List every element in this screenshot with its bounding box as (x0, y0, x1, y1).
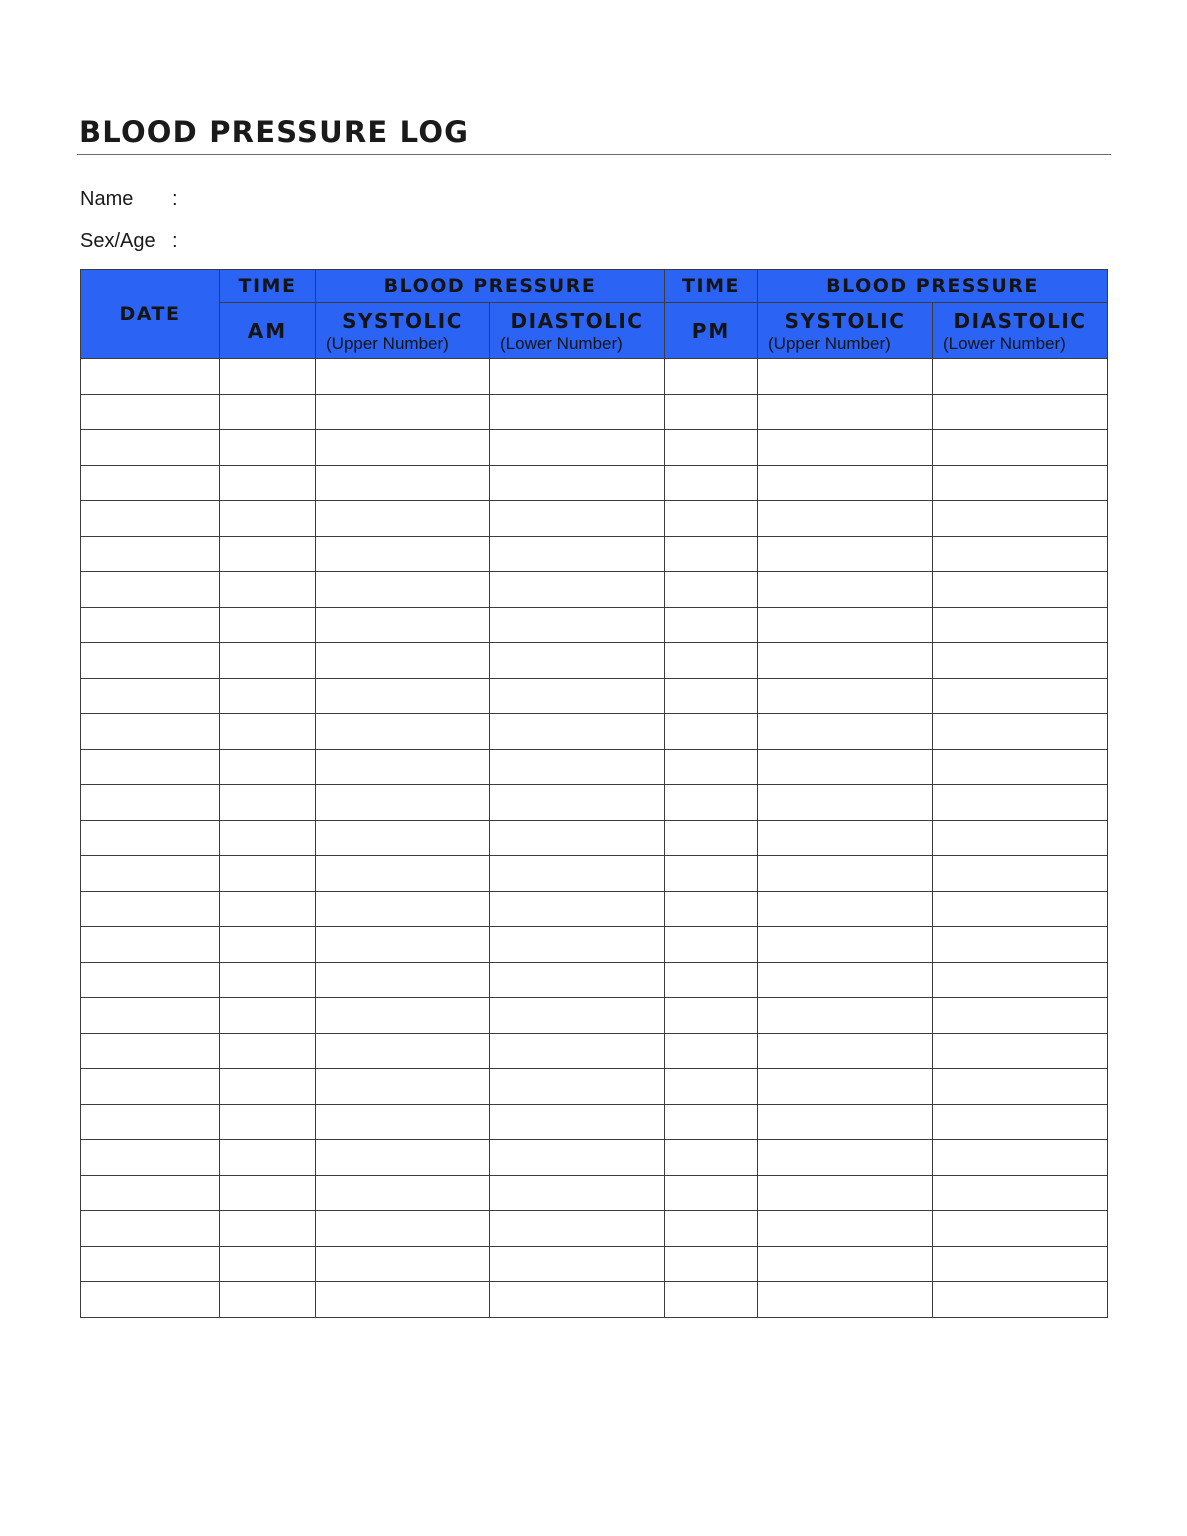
cell-systolic-am[interactable] (316, 501, 490, 537)
cell-diastolic-pm[interactable] (933, 856, 1108, 892)
cell-diastolic-am[interactable] (490, 536, 665, 572)
cell-systolic-pm[interactable] (758, 891, 933, 927)
cell-systolic-am[interactable] (316, 1246, 490, 1282)
name-separator: : (172, 188, 178, 210)
title-divider (77, 154, 1111, 155)
table-row (81, 430, 1108, 466)
table-row (81, 607, 1108, 643)
cell-time-am[interactable] (220, 1104, 316, 1140)
cell-systolic-am[interactable] (316, 536, 490, 572)
cell-date[interactable] (81, 359, 220, 395)
cell-systolic-pm[interactable] (758, 714, 933, 750)
cell-diastolic-pm[interactable] (933, 536, 1108, 572)
cell-date[interactable] (81, 820, 220, 856)
header-am: AM (220, 303, 316, 359)
table-row (81, 643, 1108, 679)
table-row (81, 501, 1108, 537)
cell-systolic-am[interactable] (316, 891, 490, 927)
cell-diastolic-pm[interactable] (933, 394, 1108, 430)
cell-time-am[interactable] (220, 1069, 316, 1105)
cell-diastolic-am[interactable] (490, 678, 665, 714)
diastolic-am-note: (Lower Number) (500, 333, 623, 353)
cell-time-pm[interactable] (665, 394, 758, 430)
cell-diastolic-am[interactable] (490, 891, 665, 927)
cell-time-pm[interactable] (665, 927, 758, 963)
cell-time-am[interactable] (220, 536, 316, 572)
header-row-bottom (81, 303, 1108, 359)
cell-systolic-am[interactable] (316, 465, 490, 501)
cell-time-am[interactable] (220, 1211, 316, 1247)
cell-diastolic-pm[interactable] (933, 1246, 1108, 1282)
table-row (81, 785, 1108, 821)
cell-date[interactable] (81, 1033, 220, 1069)
cell-diastolic-pm[interactable] (933, 1211, 1108, 1247)
cell-systolic-pm[interactable] (758, 1211, 933, 1247)
cell-systolic-am[interactable] (316, 678, 490, 714)
cell-diastolic-pm[interactable] (933, 465, 1108, 501)
cell-time-am[interactable] (220, 1282, 316, 1318)
cell-systolic-pm[interactable] (758, 1246, 933, 1282)
cell-date[interactable] (81, 465, 220, 501)
table-row (81, 998, 1108, 1034)
cell-date[interactable] (81, 891, 220, 927)
cell-time-am[interactable] (220, 891, 316, 927)
systolic-pm-label: SYSTOLIC (784, 308, 906, 333)
cell-time-am[interactable] (220, 1140, 316, 1176)
table-row (81, 1282, 1108, 1318)
cell-diastolic-am[interactable] (490, 394, 665, 430)
cell-diastolic-pm[interactable] (933, 749, 1108, 785)
cell-systolic-pm[interactable] (758, 678, 933, 714)
cell-systolic-pm[interactable] (758, 359, 933, 395)
cell-systolic-am[interactable] (316, 572, 490, 608)
cell-time-pm[interactable] (665, 1104, 758, 1140)
cell-diastolic-pm[interactable] (933, 572, 1108, 608)
cell-time-am[interactable] (220, 607, 316, 643)
cell-time-am[interactable] (220, 749, 316, 785)
table-row (81, 1175, 1108, 1211)
cell-time-pm[interactable] (665, 607, 758, 643)
cell-diastolic-am[interactable] (490, 1282, 665, 1318)
cell-time-am[interactable] (220, 643, 316, 679)
cell-time-pm[interactable] (665, 1175, 758, 1211)
cell-time-am[interactable] (220, 856, 316, 892)
cell-systolic-am[interactable] (316, 962, 490, 998)
cell-diastolic-pm[interactable] (933, 1069, 1108, 1105)
cell-diastolic-pm[interactable] (933, 820, 1108, 856)
table-row (81, 1069, 1108, 1105)
cell-systolic-pm[interactable] (758, 394, 933, 430)
cell-date[interactable] (81, 501, 220, 537)
header-row-top (81, 270, 1108, 303)
header-time-pm-group: TIME (665, 270, 758, 303)
cell-date[interactable] (81, 1104, 220, 1140)
cell-time-am[interactable] (220, 1246, 316, 1282)
page-title: BLOOD PRESSURE LOG (79, 115, 470, 149)
cell-date[interactable] (81, 785, 220, 821)
cell-diastolic-am[interactable] (490, 1033, 665, 1069)
cell-diastolic-am[interactable] (490, 607, 665, 643)
cell-date[interactable] (81, 962, 220, 998)
cell-time-pm[interactable] (665, 1246, 758, 1282)
cell-time-am[interactable] (220, 501, 316, 537)
cell-time-pm[interactable] (665, 962, 758, 998)
table-row (81, 1211, 1108, 1247)
cell-diastolic-am[interactable] (490, 1140, 665, 1176)
systolic-am-label: SYSTOLIC (342, 308, 463, 333)
cell-time-am[interactable] (220, 785, 316, 821)
table-row (81, 714, 1108, 750)
cell-date[interactable] (81, 1140, 220, 1176)
cell-diastolic-pm[interactable] (933, 501, 1108, 537)
cell-systolic-pm[interactable] (758, 607, 933, 643)
cell-diastolic-pm[interactable] (933, 714, 1108, 750)
cell-systolic-pm[interactable] (758, 536, 933, 572)
cell-time-am[interactable] (220, 962, 316, 998)
cell-systolic-am[interactable] (316, 998, 490, 1034)
cell-time-am[interactable] (220, 430, 316, 466)
cell-systolic-pm[interactable] (758, 1282, 933, 1318)
cell-time-pm[interactable] (665, 465, 758, 501)
header-date: DATE (81, 270, 220, 359)
table-row (81, 820, 1108, 856)
cell-systolic-pm[interactable] (758, 501, 933, 537)
cell-diastolic-pm[interactable] (933, 998, 1108, 1034)
header-diastolic-pm (933, 303, 1108, 359)
cell-systolic-pm[interactable] (758, 1033, 933, 1069)
cell-diastolic-am[interactable] (490, 785, 665, 821)
cell-diastolic-am[interactable] (490, 501, 665, 537)
cell-systolic-pm[interactable] (758, 465, 933, 501)
cell-date[interactable] (81, 678, 220, 714)
sex-age-separator: : (172, 230, 178, 252)
cell-diastolic-pm[interactable] (933, 785, 1108, 821)
cell-systolic-pm[interactable] (758, 785, 933, 821)
cell-date[interactable] (81, 394, 220, 430)
cell-time-am[interactable] (220, 465, 316, 501)
cell-diastolic-pm[interactable] (933, 1033, 1108, 1069)
table-row (81, 678, 1108, 714)
cell-date[interactable] (81, 749, 220, 785)
cell-diastolic-pm[interactable] (933, 678, 1108, 714)
cell-systolic-am[interactable] (316, 927, 490, 963)
name-label: Name (80, 188, 134, 210)
cell-systolic-pm[interactable] (758, 1140, 933, 1176)
cell-systolic-am[interactable] (316, 856, 490, 892)
table-row (81, 891, 1108, 927)
header-blood-pressure-pm-group: BLOOD PRESSURE (758, 270, 1108, 303)
cell-diastolic-am[interactable] (490, 1246, 665, 1282)
cell-date[interactable] (81, 927, 220, 963)
cell-systolic-am[interactable] (316, 1104, 490, 1140)
cell-diastolic-am[interactable] (490, 962, 665, 998)
header-systolic-am (316, 303, 490, 359)
header-blood-pressure-am-group: BLOOD PRESSURE (316, 270, 665, 303)
cell-time-pm[interactable] (665, 430, 758, 466)
cell-diastolic-pm[interactable] (933, 891, 1108, 927)
cell-diastolic-pm[interactable] (933, 1175, 1108, 1211)
cell-time-am[interactable] (220, 572, 316, 608)
table-row (81, 856, 1108, 892)
table-row (81, 536, 1108, 572)
cell-time-pm[interactable] (665, 749, 758, 785)
cell-systolic-pm[interactable] (758, 820, 933, 856)
cell-diastolic-pm[interactable] (933, 1282, 1108, 1318)
cell-time-pm[interactable] (665, 856, 758, 892)
cell-time-pm[interactable] (665, 678, 758, 714)
cell-time-pm[interactable] (665, 714, 758, 750)
cell-date[interactable] (81, 1211, 220, 1247)
cell-date[interactable] (81, 856, 220, 892)
cell-systolic-pm[interactable] (758, 1104, 933, 1140)
cell-date[interactable] (81, 643, 220, 679)
cell-systolic-am[interactable] (316, 1211, 490, 1247)
cell-systolic-am[interactable] (316, 430, 490, 466)
cell-time-am[interactable] (220, 678, 316, 714)
cell-time-pm[interactable] (665, 359, 758, 395)
sex-age-label: Sex/Age (80, 230, 156, 252)
table-row (81, 359, 1108, 395)
sex-age-field (80, 228, 178, 254)
cell-diastolic-am[interactable] (490, 1104, 665, 1140)
cell-systolic-am[interactable] (316, 1282, 490, 1318)
cell-diastolic-am[interactable] (490, 465, 665, 501)
cell-diastolic-am[interactable] (490, 820, 665, 856)
cell-diastolic-am[interactable] (490, 359, 665, 395)
table-row (81, 1140, 1108, 1176)
cell-date[interactable] (81, 1175, 220, 1211)
cell-systolic-am[interactable] (316, 359, 490, 395)
cell-time-pm[interactable] (665, 1282, 758, 1318)
header-pm: PM (665, 303, 758, 359)
cell-diastolic-am[interactable] (490, 856, 665, 892)
cell-diastolic-am[interactable] (490, 714, 665, 750)
cell-diastolic-am[interactable] (490, 572, 665, 608)
table-row (81, 572, 1108, 608)
systolic-am-note: (Upper Number) (326, 333, 449, 353)
cell-systolic-pm[interactable] (758, 1175, 933, 1211)
header-time-am-group: TIME (220, 270, 316, 303)
cell-systolic-am[interactable] (316, 749, 490, 785)
cell-diastolic-pm[interactable] (933, 607, 1108, 643)
cell-systolic-am[interactable] (316, 714, 490, 750)
table-row (81, 1104, 1108, 1140)
systolic-pm-note: (Upper Number) (768, 333, 891, 353)
cell-date[interactable] (81, 998, 220, 1034)
cell-diastolic-pm[interactable] (933, 1140, 1108, 1176)
diastolic-pm-label: DIASTOLIC (953, 308, 1087, 333)
cell-time-pm[interactable] (665, 891, 758, 927)
cell-time-pm[interactable] (665, 1211, 758, 1247)
cell-time-am[interactable] (220, 1175, 316, 1211)
diastolic-am-label: DIASTOLIC (510, 308, 644, 333)
cell-date[interactable] (81, 430, 220, 466)
cell-systolic-am[interactable] (316, 1033, 490, 1069)
cell-systolic-pm[interactable] (758, 998, 933, 1034)
cell-time-am[interactable] (220, 998, 316, 1034)
diastolic-pm-note: (Lower Number) (943, 333, 1066, 353)
cell-date[interactable] (81, 1069, 220, 1105)
cell-time-pm[interactable] (665, 536, 758, 572)
cell-diastolic-am[interactable] (490, 927, 665, 963)
cell-systolic-pm[interactable] (758, 962, 933, 998)
cell-diastolic-pm[interactable] (933, 962, 1108, 998)
table-row (81, 1246, 1108, 1282)
cell-time-pm[interactable] (665, 501, 758, 537)
cell-systolic-am[interactable] (316, 820, 490, 856)
log-body (81, 359, 1108, 1318)
table-row (81, 394, 1108, 430)
cell-time-am[interactable] (220, 927, 316, 963)
table-row (81, 1033, 1108, 1069)
cell-time-pm[interactable] (665, 1069, 758, 1105)
cell-systolic-pm[interactable] (758, 1069, 933, 1105)
cell-systolic-am[interactable] (316, 1140, 490, 1176)
cell-diastolic-pm[interactable] (933, 359, 1108, 395)
header-diastolic-am (490, 303, 665, 359)
cell-time-pm[interactable] (665, 572, 758, 608)
cell-time-am[interactable] (220, 394, 316, 430)
table-row (81, 749, 1108, 785)
cell-time-pm[interactable] (665, 820, 758, 856)
cell-date[interactable] (81, 536, 220, 572)
table-row (81, 465, 1108, 501)
cell-diastolic-pm[interactable] (933, 643, 1108, 679)
cell-diastolic-am[interactable] (490, 1211, 665, 1247)
blood-pressure-log-table (80, 269, 1108, 1318)
cell-time-pm[interactable] (665, 785, 758, 821)
table-row (81, 962, 1108, 998)
cell-diastolic-am[interactable] (490, 430, 665, 466)
cell-time-am[interactable] (220, 359, 316, 395)
cell-diastolic-pm[interactable] (933, 1104, 1108, 1140)
cell-date[interactable] (81, 1282, 220, 1318)
cell-systolic-am[interactable] (316, 394, 490, 430)
cell-diastolic-pm[interactable] (933, 430, 1108, 466)
cell-time-pm[interactable] (665, 1140, 758, 1176)
cell-diastolic-pm[interactable] (933, 927, 1108, 963)
cell-time-pm[interactable] (665, 643, 758, 679)
cell-diastolic-am[interactable] (490, 1069, 665, 1105)
cell-date[interactable] (81, 607, 220, 643)
cell-date[interactable] (81, 1246, 220, 1282)
cell-time-pm[interactable] (665, 1033, 758, 1069)
cell-systolic-am[interactable] (316, 1175, 490, 1211)
cell-diastolic-am[interactable] (490, 749, 665, 785)
cell-time-pm[interactable] (665, 998, 758, 1034)
cell-diastolic-am[interactable] (490, 1175, 665, 1211)
cell-systolic-pm[interactable] (758, 572, 933, 608)
cell-systolic-pm[interactable] (758, 927, 933, 963)
cell-systolic-pm[interactable] (758, 643, 933, 679)
cell-systolic-am[interactable] (316, 1069, 490, 1105)
cell-date[interactable] (81, 572, 220, 608)
cell-time-am[interactable] (220, 714, 316, 750)
cell-time-am[interactable] (220, 1033, 316, 1069)
cell-systolic-pm[interactable] (758, 749, 933, 785)
cell-systolic-am[interactable] (316, 643, 490, 679)
table-row (81, 927, 1108, 963)
cell-systolic-am[interactable] (316, 607, 490, 643)
cell-diastolic-am[interactable] (490, 643, 665, 679)
cell-systolic-am[interactable] (316, 785, 490, 821)
cell-date[interactable] (81, 714, 220, 750)
cell-systolic-pm[interactable] (758, 856, 933, 892)
cell-diastolic-am[interactable] (490, 998, 665, 1034)
cell-systolic-pm[interactable] (758, 430, 933, 466)
name-field (80, 186, 178, 212)
header-systolic-pm (758, 303, 933, 359)
cell-time-am[interactable] (220, 820, 316, 856)
